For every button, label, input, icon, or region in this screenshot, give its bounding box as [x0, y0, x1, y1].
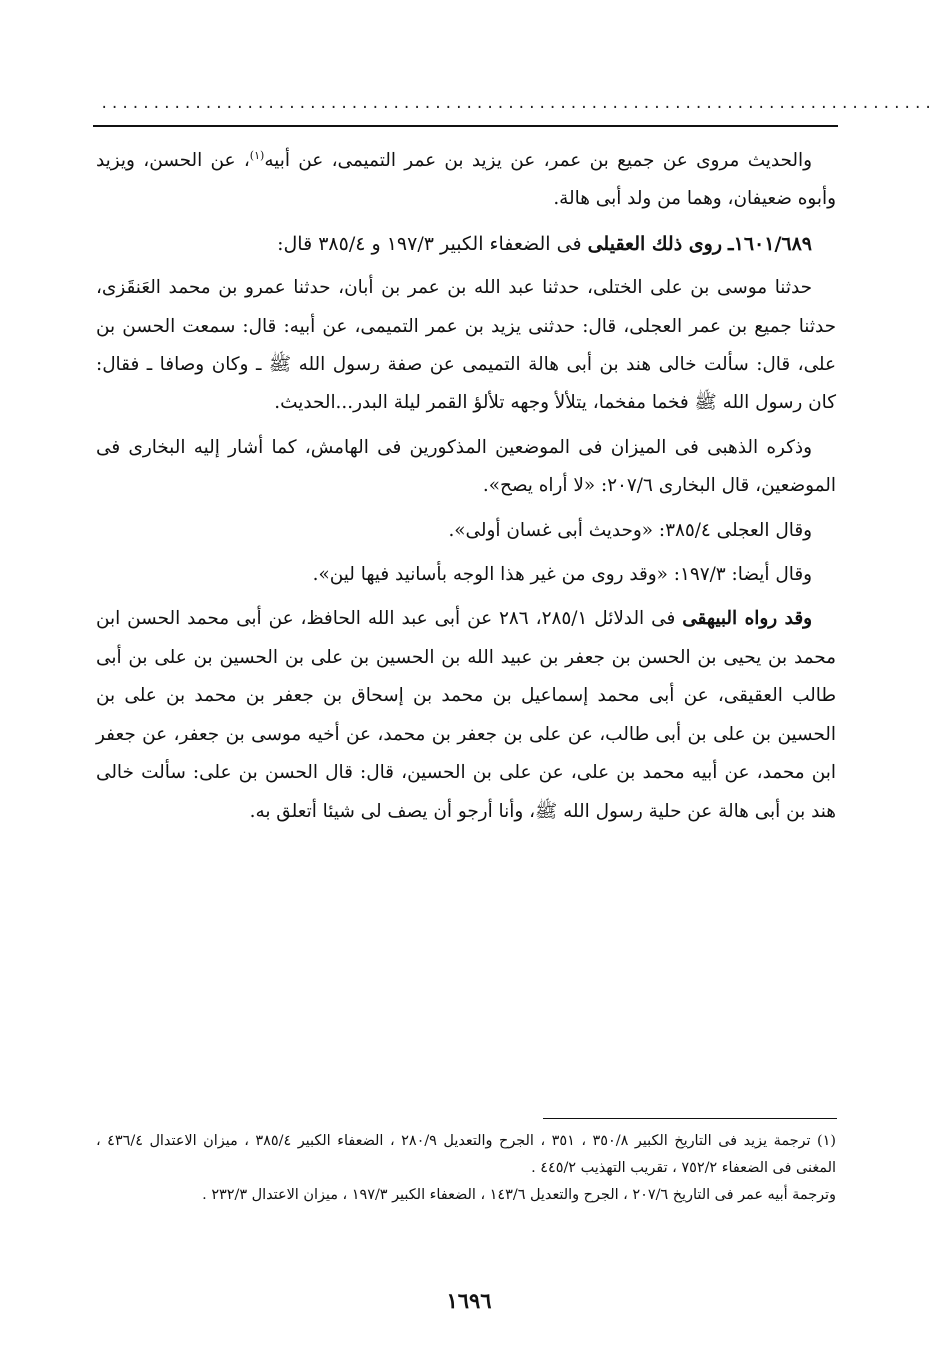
paragraph-dhahabi: وذكره الذهبى فى الميزان فى الموضعين المذكورين فى الهامش، كما أشار إليه البخارى فى الموضعين، قال البخارى ٢٠٧/٦: «لا أراه يصح». [96, 436, 836, 497]
bayhaqi-lead: وقد رواه البيهقى [682, 608, 812, 630]
paragraph-bayhaqi [96, 600, 836, 830]
footnote-ref-1: (١) [249, 148, 265, 162]
header-rule [93, 125, 838, 127]
hadith-source-lead: روى ذلك العقيلى [587, 232, 722, 255]
hadith-number: ١٦٠١/٦٨٩ـ [728, 232, 812, 255]
footnote-rule [543, 1118, 837, 1119]
page-number: ١٦٩٦ [446, 1288, 492, 1313]
header-dotted-line: ................................................................................ [100, 96, 935, 112]
paragraph-1-text: والحديث مروى عن جميع بن عمر، عن يزيد بن عمر التميمى، عن أبيه [264, 150, 812, 171]
footnotes [96, 1128, 836, 1258]
hadith-source-rest: فى الضعفاء الكبير ١٩٧/٣ و ٣٨٥/٤ قال: [277, 232, 582, 255]
hadith-heading [96, 225, 836, 263]
paragraph-1-rest: ، عن الحسن، ويزيد وأبوه ضعيفان، وهما من ولد أبى هالة. [96, 150, 836, 210]
paragraph-ijli: وقال العجلى ٣٨٥/٤: «وحديث أبى غسان أولى». [448, 519, 812, 541]
paragraph-1 [96, 142, 836, 219]
paragraph-ijli-2: وقال أيضا: ١٩٧/٣: «وقد روى من غير هذا الوجه بأسانيد فيها لين». [312, 564, 812, 586]
main-text [96, 142, 836, 862]
bayhaqi-rest: فى الدلائل ٢٨٥/١، ٢٨٦ عن أبى عبد الله الحافظ، عن أبى محمد الحسن ابن محمد بن يحيى بن الحسن بن جعفر بن عبيد الله بن الحسين بن على بن الحسين بن على بن أبى طالب العقيقى، عن أبى محمد إسماعيل بن محمد بن إسحاق بن جعفر بن محمد بن على بن الحسين بن على بن أبى طالب، عن على بن جعفر بن محمد، عن أخيه موسى بن جعفر، عن جعفر ابن محمد، عن أبيه محمد بن على، عن على بن الحسين، قال: قال الحسن بن على: سألت خالى هند بن أبى هالة عن حلية رسول الله ﷺ، وأنا أرجو أن يصف لى شيئا أتعلق به. [96, 608, 836, 822]
footnote-2: وترجمة أبيه عمر فى التاريخ ٢٠٧/٦ ، الجرح والتعديل ١٤٣/٦ ، الضعفاء الكبير ١٩٧/٣ ، ميزان الاعتدال ٢٣٢/٣ . [202, 1187, 836, 1203]
footnote-1: (١) ترجمة يزيد فى التاريخ الكبير ٣٥٠/٨ ، ٣٥١ ، الجرح والتعديل ٢٨٠/٩ ، الضعفاء الكبير ٣٨٥/٤ ، ميزان الاعتدال ٤٣٦/٤ ، المغنى فى الضعفاء ٧٥٢/٢ ، تقريب التهذيب ٤٤٥/٢ . [96, 1133, 836, 1176]
paragraph-isnad: حدثنا موسى بن على الختلى، حدثنا عبد الله بن عمر بن أبان، حدثنا عمرو بن محمد العَنقَزى، حدثنا جميع بن عمر العجلى، قال: حدثنى يزيد بن عمر التميمى، عن أبيه: قال: سمعت الحسن بن على، قال: سألت خالى هند بن أبى هالة التميمى عن صفة رسول الله ﷺ ـ وكان وصافا ـ فقال: كان رسول الله ﷺ فخما مفخما، يتلألأ وجهه تلألؤ القمر ليلة البدر...الحديث. [96, 277, 836, 414]
